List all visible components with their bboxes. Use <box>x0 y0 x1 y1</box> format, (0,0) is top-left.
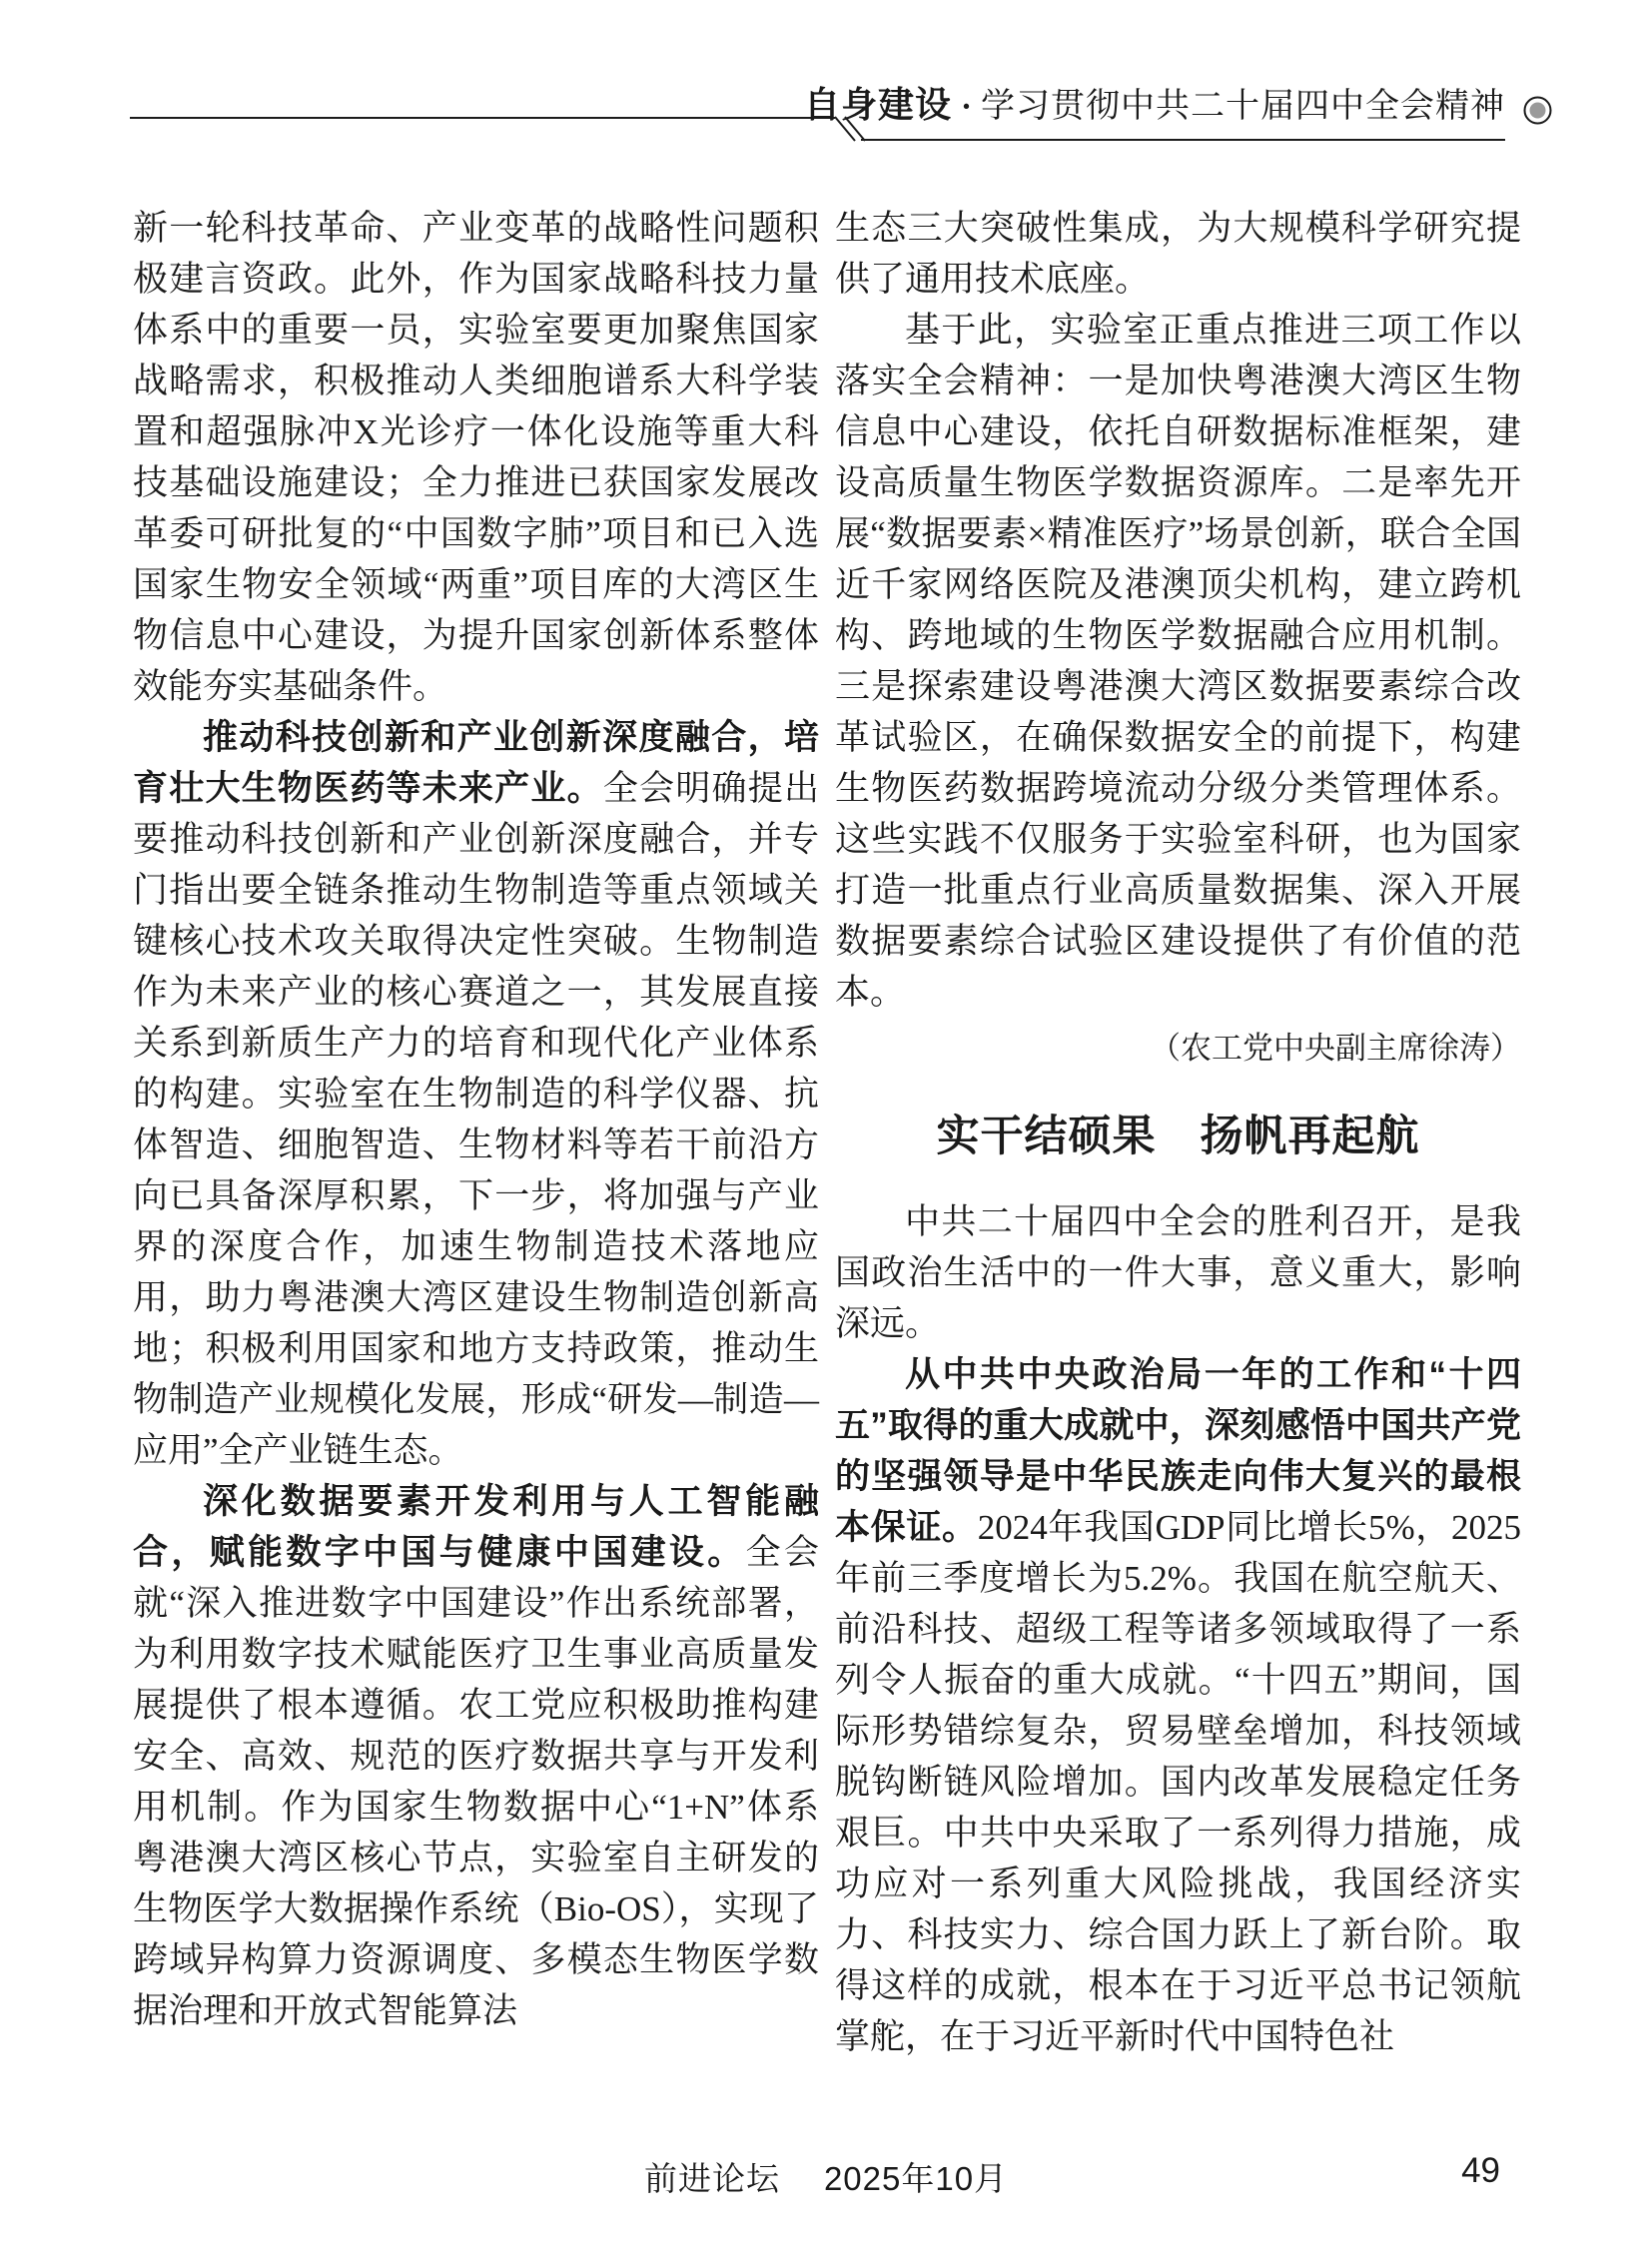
header-rule-right <box>861 139 1505 141</box>
paragraph-text: 全会明确提出要推动科技创新和产业创新深度融合，并专门指出要全链条推动生物制造等重点领域关键核心技术攻关取得决定性突破。生物制造作为未来产业的核心赛道之一，其发展直接关系到新质生产力的培育和现代化产业体系的构建。实验室在生物制造的科学仪器、抗体智造、细胞智造、生物材料等若干前沿方向已具备深厚积累，下一步，将加强与产业界的深度合作，加速生物制造技术落地应用，助力粤港澳大湾区建设生物制造创新高地；积极利用国家和地方支持政策，推动生物制造产业规模化发展，形成“研发—制造—应用”全产业链生态。 <box>133 769 819 1470</box>
issue-date: 2025年10月 <box>823 2160 1009 2197</box>
header-title <box>804 82 1505 136</box>
paragraph-text: 生态三大突破性集成，为大规模科学研究提供了通用技术底座。 <box>835 209 1521 299</box>
journal-name: 前进论坛 <box>643 2160 780 2197</box>
left-column <box>133 203 819 2036</box>
article-byline: （农工党中央副主席徐涛） <box>1150 1031 1521 1066</box>
paragraph-bold-lead: 深化数据要素开发利用与人工智能融合，赋能数字中国与健康中国建设。 <box>133 1482 819 1572</box>
paragraph <box>133 712 819 1476</box>
paragraph-continuation <box>133 203 819 712</box>
paragraph <box>835 305 1521 1018</box>
ring-dot-icon <box>1522 95 1553 126</box>
paragraph-text: 基于此，实验室正重点推进三项工作以落实全会精神：一是加快粤港澳大湾区生物信息中心建设，依托自研数据标准框架，建设高质量生物医学数据资源库。二是率先开展“数据要素×精准医疗”场景创新，联合全国近千家网络医院及港澳顶尖机构，建立跨机构、跨地域的生物医学数据融合应用机制。三是探索建设粤港澳大湾区数据要素综合改革试验区，在确保数据安全的前提下，构建生物医药数据跨境流动分级分类管理体系。这些实践不仅服务于实验室科研，也为国家打造一批重点行业高质量数据集、深入开展数据要素综合试验区建设提供了有价值的范本。 <box>835 311 1521 1012</box>
paragraph-bold-lead: 从中共中央政治局一年的工作和“十四五”取得的重大成就中，深刻感悟中国共产党的坚强领导是中华民族走向伟大复兴的最根本保证。 <box>835 1355 1521 1547</box>
article-title: 实干结硕果 扬帆再起航 <box>936 1113 1420 1160</box>
header-rule-left <box>130 117 835 119</box>
paragraph-text: 全会就“深入推进数字中国建设”作出系统部署，为利用数字技术赋能医疗卫生事业高质量发展提供了根本遵循。农工党应积极助推构建安全、高效、规范的医疗数据共享与开发利用机制。作为国家生物数据中心“1+N”体系粤港澳大湾区核心节点，实验室自主研发的生物医学大数据操作系统（Bio-OS），实现了跨域异构算力资源调度、多模态生物医学数据治理和开放式智能算法 <box>133 1533 819 2030</box>
footer-journal-issue <box>0 2153 1652 2200</box>
paragraph <box>835 1349 1521 2062</box>
paragraph <box>133 1476 819 2036</box>
header-section-label: 自身建设 <box>803 84 952 125</box>
paragraph <box>835 1196 1521 1349</box>
paragraph-bold-lead: 推动科技创新和产业创新深度融合，培育壮大生物医药等未来产业。 <box>133 718 819 808</box>
paragraph-continuation <box>835 203 1521 305</box>
paragraph-text: 2024年我国GDP同比增长5%，2025年前三季度增长为5.2%。我国在航空航天、前沿科技、超级工程等诸多领域取得了一系列令人振奋的重大成就。“十四五”期间，国际形势错综复杂，贸易壁垒增加，科技领域脱钩断链风险增加。国内改革发展稳定任务艰巨。中共中央采取了一系列得力措施，成功应对一系列重大风险挑战，我国经济实力、科技实力、综合国力跃上了新台阶。取得这样的成就，根本在于习近平总书记领航掌舵，在于习近平新时代中国特色社 <box>835 1508 1521 2056</box>
page-number: 49 <box>1461 2151 1500 2190</box>
paragraph-text: 新一轮科技革命、产业变革的战略性问题积极建言资政。此外，作为国家战略科技力量体系中的重要一员，实验室要更加聚焦国家战略需求，积极推动人类细胞谱系大科学装置和超强脉冲X光诊疗一体化设施等重大科技基础设施建设；全力推进已获国家发展改革委可研批复的“中国数字肺”项目和已入选国家生物安全领域“两重”项目库的大湾区生物信息中心建设，为提升国家创新体系整体效能夯实基础条件。 <box>133 209 819 706</box>
paragraph-text: 中共二十届四中全会的胜利召开，是我国政治生活中的一件大事，意义重大，影响深远。 <box>835 1202 1521 1343</box>
right-column <box>835 203 1521 2062</box>
header-separator-dot: · <box>960 89 972 125</box>
header-topic-label: 学习贯彻中共二十届四中全会精神 <box>981 88 1505 125</box>
